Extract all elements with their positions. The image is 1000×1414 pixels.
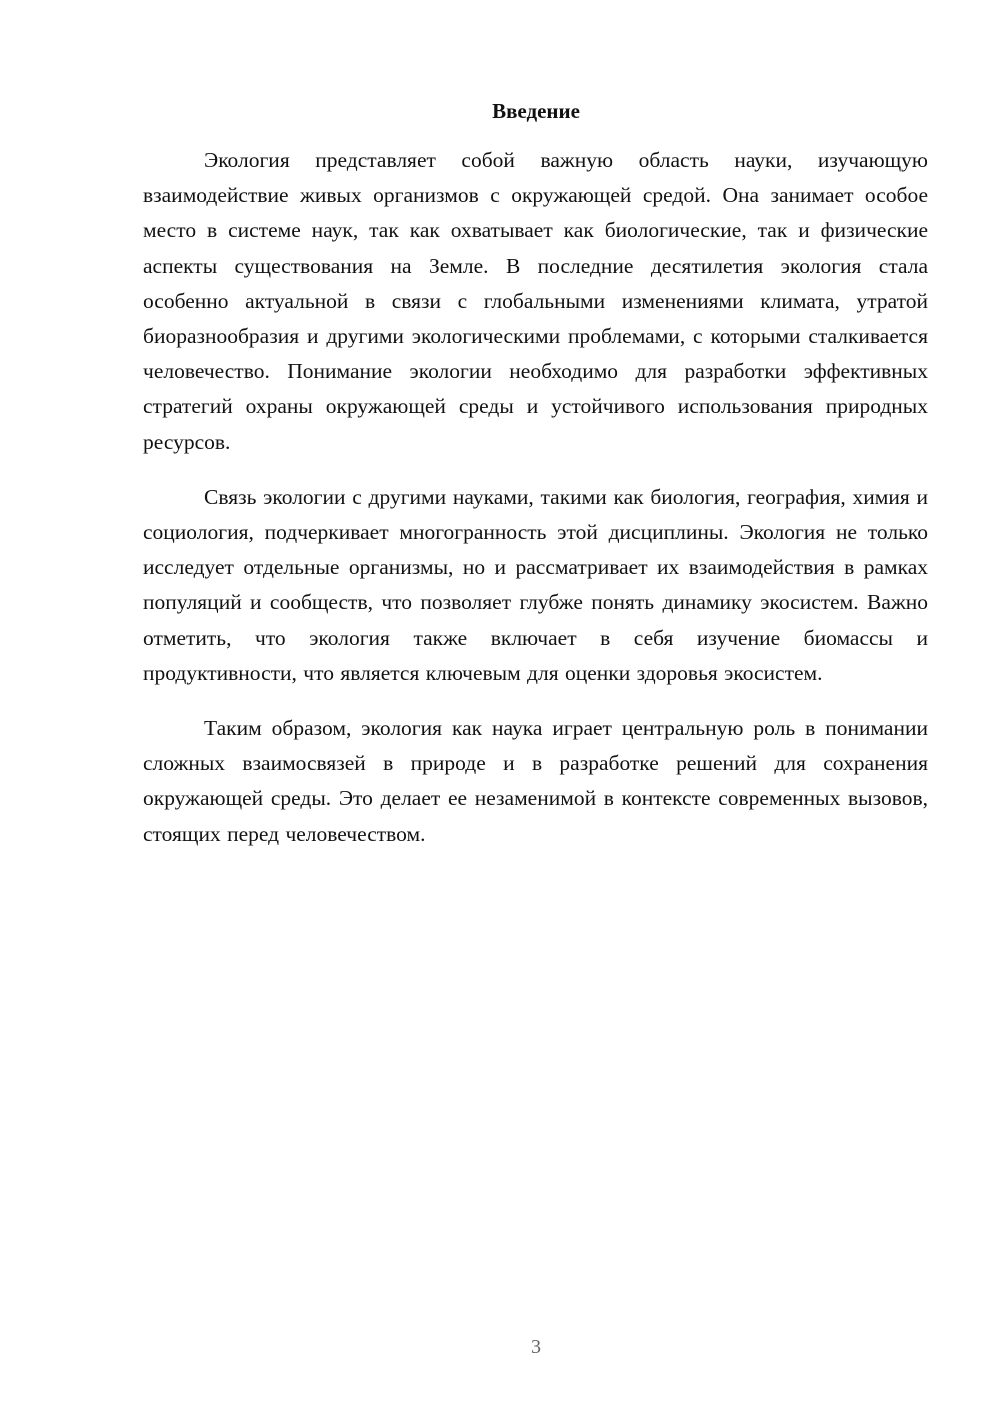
section-heading: Введение	[492, 99, 580, 123]
paragraph-conclusion: Таким образом, экология как наука играет центральную роль в понимании сложных взаимосвязей в природе и в разработке решений для сохранения окружающей среды. Это делает ее незаменимой в контексте современных вызовов, стоящих перед человечеством.	[143, 716, 928, 846]
paragraph-related-sciences: Связь экологии с другими науками, такими как биология, география, химия и социология, подчеркивает многогранность этой дисциплины. Экология не только исследует отдельные организмы, но и рассматривает их взаимодействия в рамках популяций и сообществ, что позволяет глубже понять динамику экосистем. Важно отметить, что экология также включает в себя изучение биомассы и продуктивности, что является ключевым для оценки здоровья экосистем.	[143, 484, 928, 685]
page-number: 3	[531, 1336, 541, 1358]
paragraph-intro: Экология представляет собой важную область науки, изучающую взаимодействие живых организмов с окружающей средой. Она занимает особое место в системе наук, так как охватывает как биологические, так и физические аспекты существования на Земле. В последние десятилетия экология стала особенно актуальной в связи с глобальными изменениями климата, утратой биоразнообразия и другими экологическими проблемами, с которыми сталкивается человечество. Понимание экологии необходимо для разработки эффективных стратегий охраны окружающей среды и устойчивого использования природных ресурсов.	[143, 148, 928, 454]
body-text	[143, 143, 928, 872]
